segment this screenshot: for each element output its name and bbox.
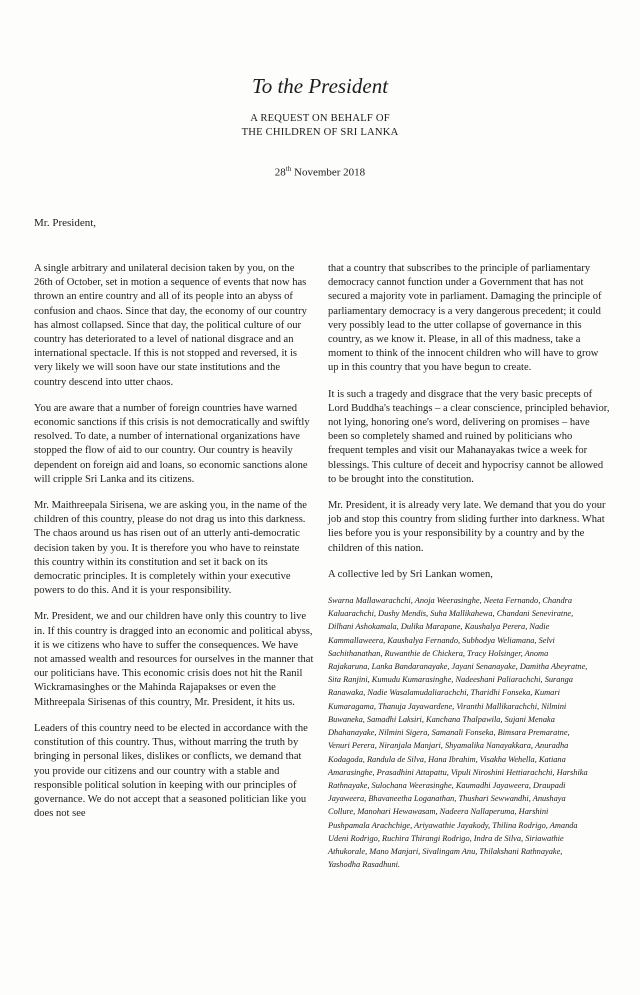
salutation: Mr. President, — [34, 217, 97, 229]
right-column — [328, 262, 610, 883]
paragraph: A single arbitrary and unilateral decision taken by you, on the 26th of October, set in motion a sequence of events that now has thrown an entire country and all of its people into an abyss of confusion and chaos. Since that day, the economy of our country has almost collapsed. Since that day, the political culture of our country has deteriorated to a level of national disgrace and an international spectacle. If this is not stopped and reversed, it is very likely we will soon have our state institutions and the country descend into utter chaos. — [34, 263, 307, 388]
paragraph: that a country that subscribes to the principle of parliamentary democracy cannot function under a Government that has not secured a majority vote in parliament. Damaging the principle of parliamentary democracy is a very dangerous precedent; it could very possibly lead to the utter collapse of governance in this country, as we know it. Please, in all of this madness, take a moment to think of the innocent children who will have to grow up in this country that you have begun to create. — [328, 263, 602, 374]
paragraph: Mr. President, it is already very late. We demand that you do your job and stop this country from sliding further into darkness. What lies before you is your responsibility by a country and by the children of this nation. — [328, 500, 606, 554]
paragraph: It is such a tragedy and disgrace that the very basic precepts of Lord Buddha's teachings – a clear conscience, principled behavior, not lying, honoring one's word, delivering on promises – have been so completely shamed and ruined by politicians who frequent temples and visit our Mahanayakas twice a week for blessings. This culture of deceit and hypocrisy cannot be allowed to be brought into the constitution. — [328, 388, 610, 485]
paragraph: Mr. President, we and our children have only this country to live in. If this country is dragged into an economic and political abyss, it is we citizens who have to suffer the consequences. We have not amassed wealth and resources for ourselves in the manner that our politicians have. This economic crisis does not hit the Ranil Wickramasinghes or the Mahinda Rajapakses or even the Mithreepala Sirisenas of this country, Mr. President, it hits us. — [34, 611, 314, 708]
paragraph: Mr. Maithreepala Sirisena, we are asking you, in the name of the children of this country, please do not drag us into this darkness. The chaos around us has risen out of an utterly anti-democratic decision taken by you. It is therefore you who have to reinstate this country within its constitution and set it back on its democratic principles. It is completely within your executive powers to do this. And it is your responsibility. — [34, 500, 307, 597]
date-month-year: November 2018 — [291, 166, 366, 179]
signoff: A collective led by Sri Lankan women, — [328, 568, 493, 580]
paragraph: You are aware that a number of foreign countries have warned economic sanctions if this crisis is not democratically and swiftly resolved. To date, a number of international organizations have stopped the flow of aid to our country. Our country is heavily dependent on foreign aid and loans, so economic sanctions alone will cripple Sri Lanka and its citizens. — [34, 402, 310, 485]
letter-title: To the President — [251, 74, 389, 98]
paragraph: Leaders of this country need to be elected in accordance with the constitution of this country. Thus, without marring the truth by bringing in personal likes, dislikes or conflicts, we demand that you provide our citizens and our country with a stable and responsible political solution in keeping with our principles of governance. We do not accept that a seasoned politician like you does not see — [34, 722, 308, 820]
left-column — [34, 262, 314, 833]
letter-subtitle-line2: THE CHILDREN OF SRI LANKA — [241, 127, 399, 138]
date-suffix: th — [285, 165, 292, 173]
letter-date — [0, 165, 640, 179]
signatories-list: Swarna Mallawarachchi, Anoja Weerasinghe, Neeta Fernando, Chandra Kaluarachchi, Dushy Mendis, Suha Mallikahewa, Chandani Seneviratne, Dilhani Ashokamala, Dulika Marapane, Kaushalya Perera, Nadie Kammallaweera, Kaushalya Fernando, Subhodya Weliamana, Selvi Sachithanathan, Ruwanthie de Chickera, Tracy Holsinger, Anoma Rajakaruna, Lanka Bandaranayake, Jayani Senanayake, Damitha Abeyratne, Sita Ranjini, Kumudu Kumarasinghe, Nadeeshani Paliarachchi, Suranga Ranawaka, Nadie Wasalamudaliarachchi, Tharidhi Fonseka, Kumari Kumaragama, Thanuja Jayawardene, Viranthi Mallikarachchi, Nilmini Buwaneka, Samadhi Laksiri, Kanchana Thalpawila, Sujani Menaka Dhahanayake, Nilmini Sigera, Samanali Fonseka, Bimsara Premaratne, Venuri Perera, Niranjala Manjari, Shyamalika Nanayakkara, Anuradha Kodagoda, Randula de Silva, Hana Ibrahim, Visakha Wehella, Katiana Amarasinghe, Prasadhini Attapattu, Vipuli Niroshini Hettiarachchi, Harshika Rathnayake, Sulochana Weerasinghe, Kaumadhi Jayaweera, Draupadi Jayaweera, Bhavaneetha Loganathan, Thushari Sewwandhi, Anushaya Collure, Manohari Hewawasam, Nadeera Nallaperuma, Harshini Pushpamala Arachchige, Ariyawathie Jayakody, Thilina Rodrigo, Amanda Udeni Rodrigo, Ruchira Thirangi Rodrigo, Indra de Silva, Siriawathie Athukorale, Mano Manjari, Sivalingam Anu, Thilakshani Rathnayake, Yashodha Rasadhuni. — [328, 596, 588, 870]
date-day: 28 — [274, 166, 286, 179]
letter-subtitle-line1: A REQUEST ON BEHALF OF — [250, 113, 390, 124]
